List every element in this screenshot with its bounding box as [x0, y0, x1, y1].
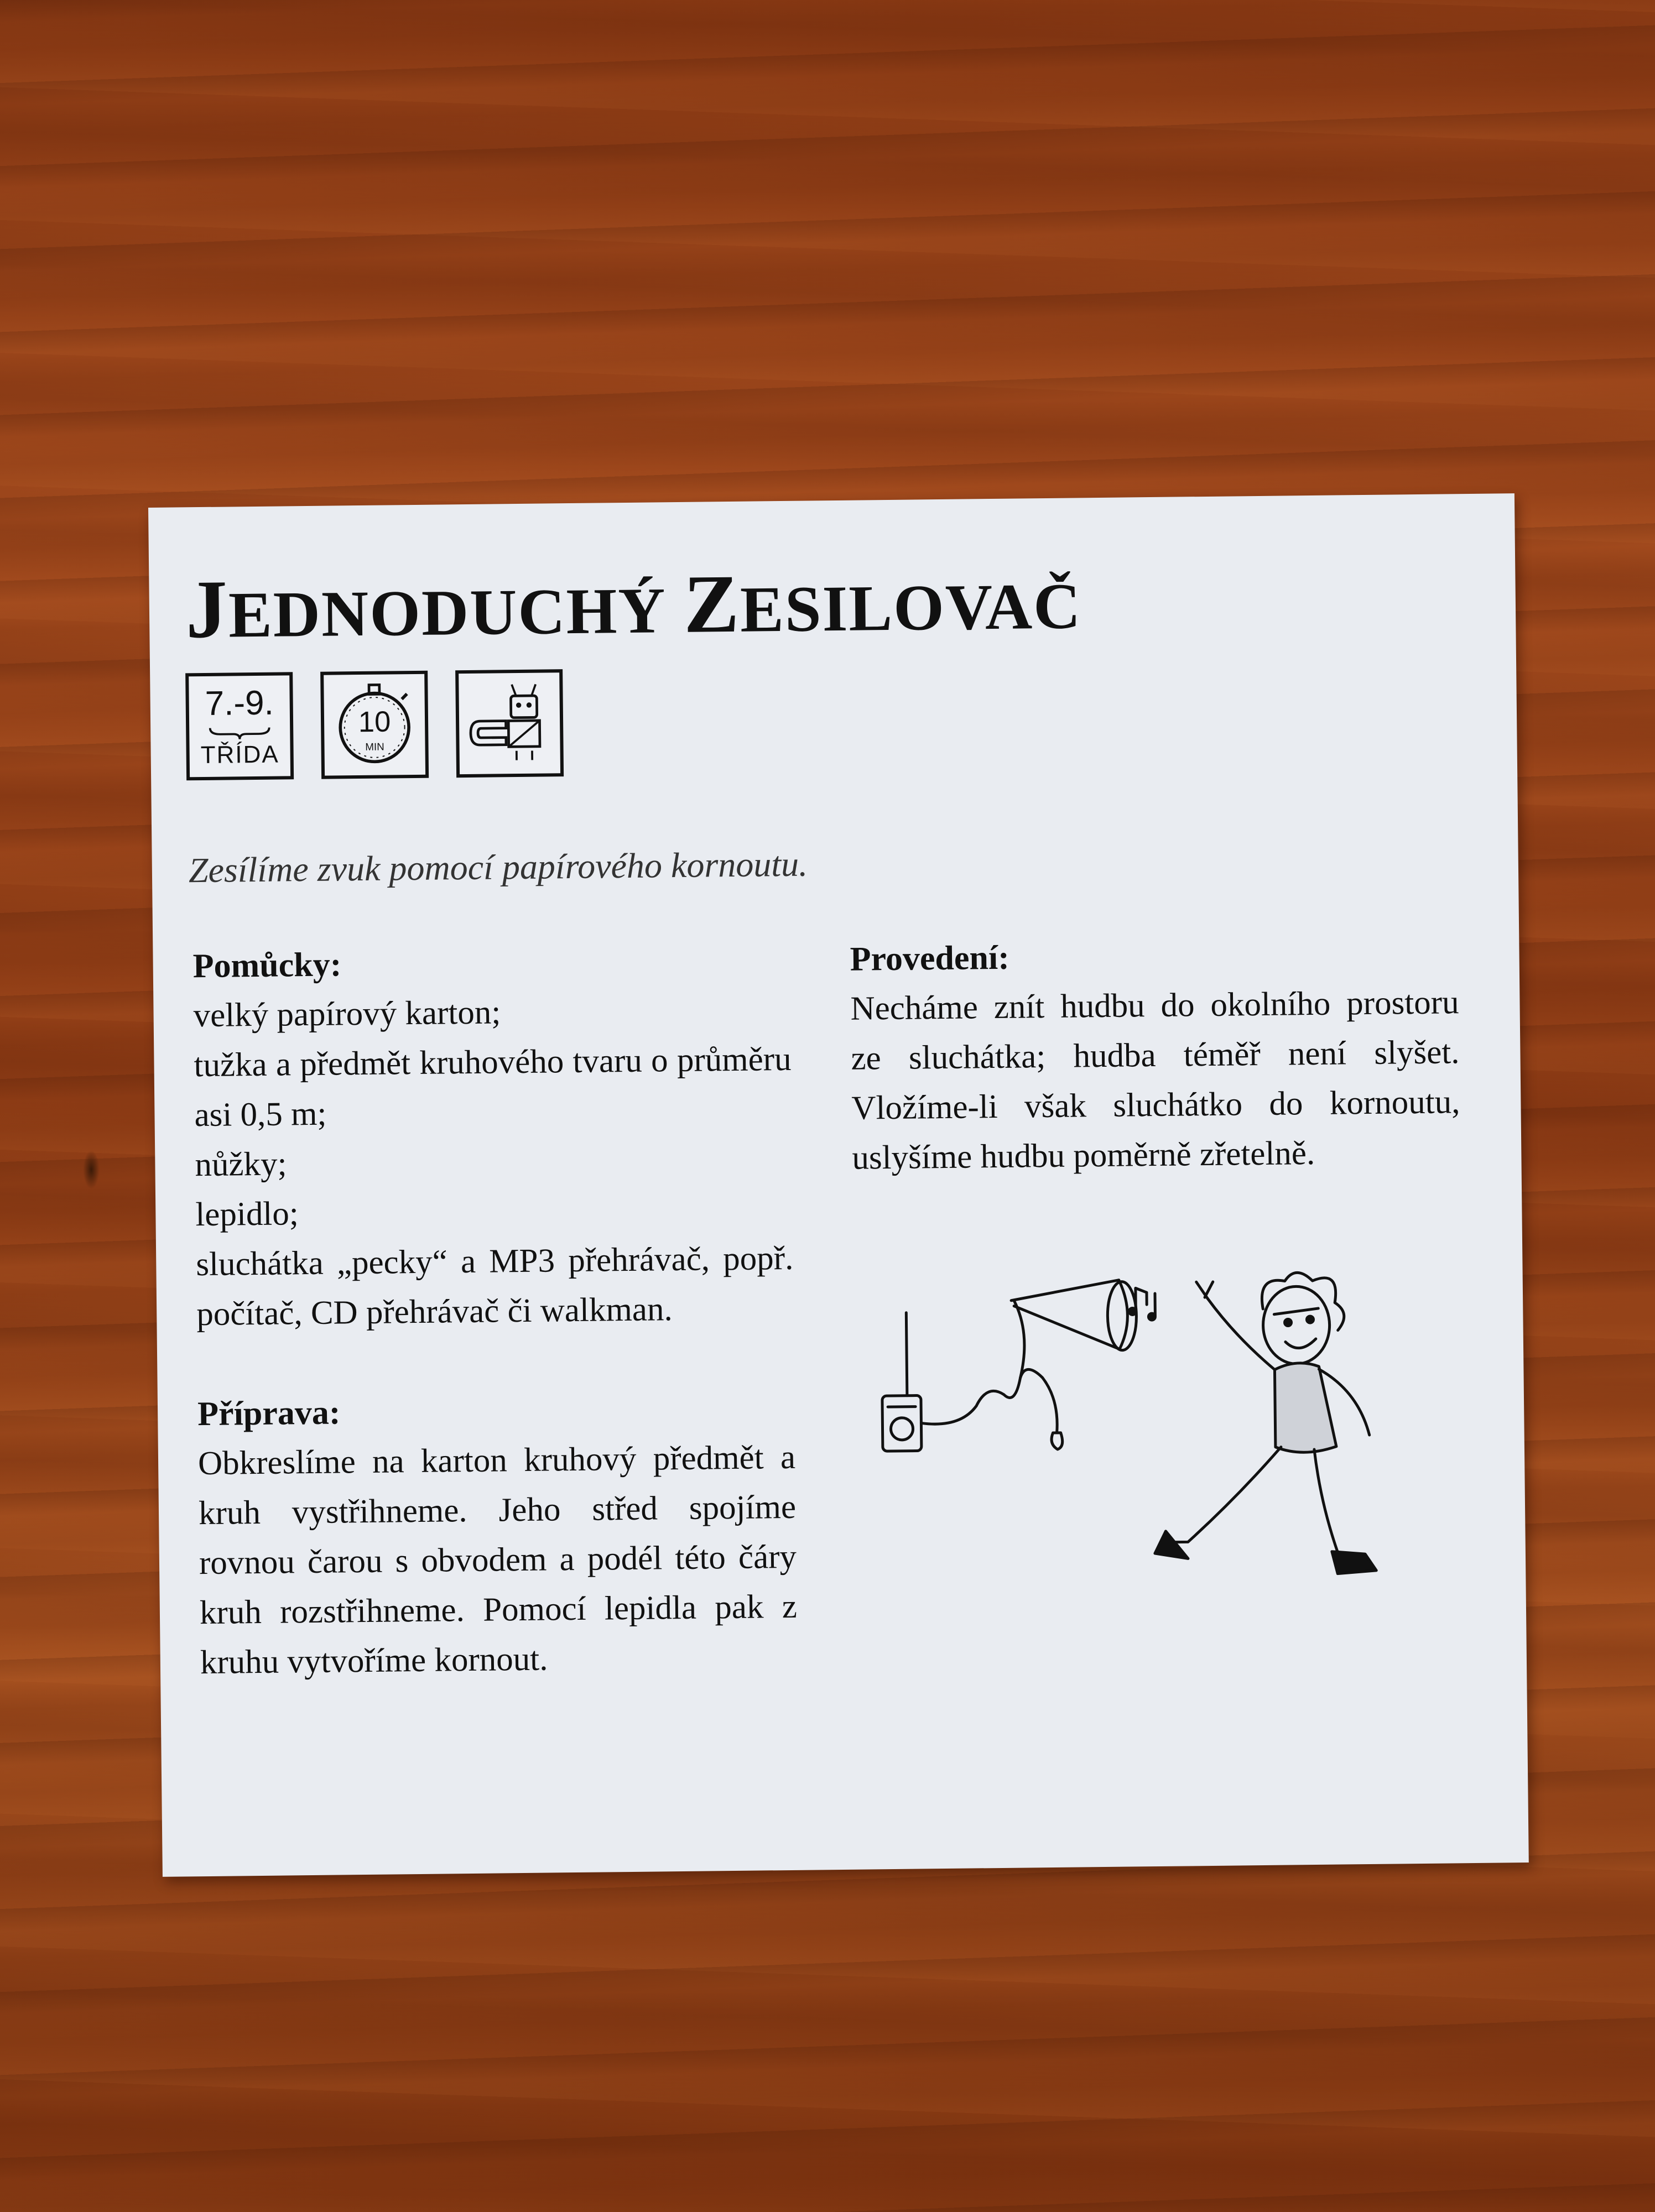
title-rest-1: EDNODUCHÝ: [228, 573, 684, 651]
pomucky-item: sluchátka „pecky“ a MP3 přehrávač, popř. počítač, CD přehrávač či walkman.: [195, 1239, 794, 1333]
left-column: [192, 935, 798, 1688]
title-rest-2: ESILOVAČ: [740, 570, 1082, 646]
magnet-robot-icon: [459, 672, 560, 774]
priprava-text: Obkreslíme na karton kruhový předmět a kruh vystřihneme. Jeho střed spojíme rovnou čarou s obvodem a podél této čáry kruh rozstřihneme. Pomocí lepidla pak z kruhu vytvoříme kornout.: [197, 1438, 798, 1682]
pomucky-item: lepidlo;: [195, 1195, 299, 1234]
time-value: 10: [358, 705, 391, 739]
experiment-card: [148, 493, 1529, 1877]
radio-icon: [882, 1395, 922, 1451]
grade-range: 7.-9.: [205, 684, 274, 723]
dancing-boy-illustration: [875, 1262, 1460, 1623]
stopwatch-icon: [324, 674, 425, 776]
time-badge: [320, 671, 429, 779]
grade-label: TŘÍDA: [200, 740, 279, 769]
provedeni-heading: Provedení:: [850, 938, 1010, 978]
title-initial-2: Z: [683, 557, 741, 650]
card-title: [185, 557, 1082, 656]
card-subtitle: Zesílíme zvuk pomocí papírového kornoutu.: [188, 844, 808, 890]
priprava-heading: Příprava:: [197, 1394, 341, 1433]
pomucky-item: tužka a předmět kruhového tvaru o průměru asi 0,5 m;: [194, 1040, 792, 1134]
pomucky-heading: Pomůcky:: [192, 946, 342, 985]
time-unit: MIN: [365, 740, 384, 753]
pomucky-item: velký papírový karton;: [193, 994, 501, 1035]
title-initial-1: J: [185, 563, 229, 656]
wood-knot: [83, 1150, 100, 1189]
provedeni-text: Necháme znít hudbu do okolního prostoru ze sluchátka; hudba téměř není slyšet. Vložíme-li však sluchátko do kornoutu, uslyšíme hudbu poměrně zřetelně.: [850, 984, 1460, 1177]
badge-row: [185, 669, 564, 780]
grade-badge: [185, 672, 294, 780]
pomucky-item: nůžky;: [195, 1145, 287, 1184]
paper-cone-icon: [1011, 1280, 1128, 1350]
physics-badge: [455, 669, 564, 778]
right-column: [850, 928, 1461, 1183]
radio-antenna-icon: [906, 1313, 907, 1396]
